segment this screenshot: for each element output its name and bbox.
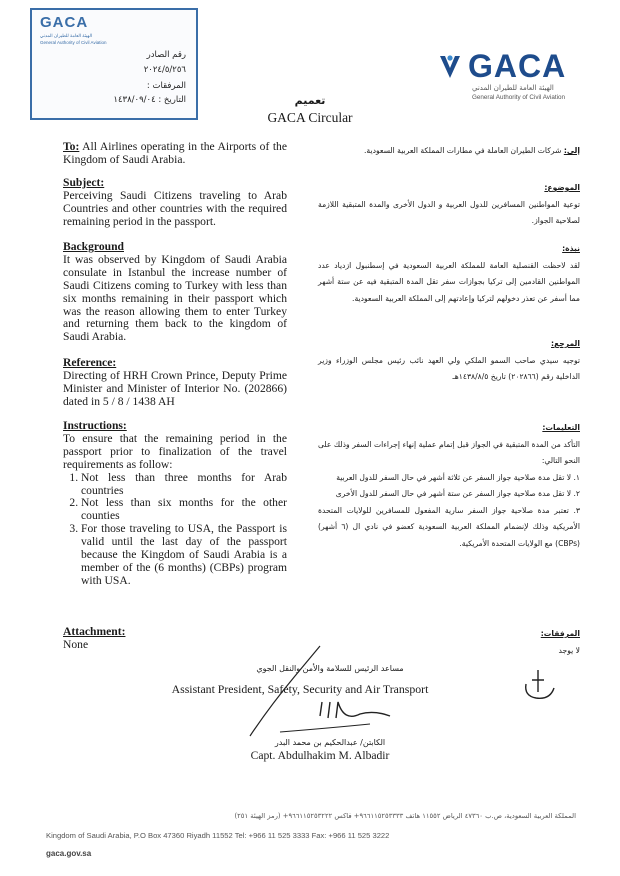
- ar-reference-text: توجيه سيدي صاحب السمو الملكي ولي العهد نائب رئيس مجلس الوزراء وزير الداخلية رقم (٢٠٢٨٦٦) تاريخ ١٤٣٨/٨/٥هـ: [318, 355, 580, 381]
- ar-to-text: شركات الطيران العاملة في مطارات المملكة العربية السعودية.: [364, 146, 564, 155]
- signatory-title-en: Assistant President, Safety, Security and Air Transport: [171, 682, 429, 696]
- en-instructions-text: To ensure that the remaining period in the passport prior to finalization of the travel requirements as follow:: [63, 431, 287, 471]
- ar-subject: [318, 180, 580, 230]
- ar-to: [318, 143, 580, 160]
- gaca-logo-ar: الهيئة العامة للطيران المدني: [472, 84, 554, 92]
- en-background: [63, 241, 287, 344]
- list-item: 1. Not less than three months for Arab countries: [81, 472, 287, 498]
- en-to-label: To:: [63, 140, 80, 153]
- ar-attachment-text: لا يوجد: [558, 645, 580, 655]
- en-reference-text: Directing of HRH Crown Prince, Deputy Prime Minister and Minister of Interior No. (202866) dated in 5 / 8 / 1438 AH: [63, 368, 287, 408]
- stamp-sub-en: General Authority of Civil Aviation: [40, 40, 107, 45]
- ar-subject-label: الموضوع:: [544, 183, 580, 192]
- gaca-logo-en: General Authority of Civil Aviation: [472, 94, 565, 101]
- footer-address-ar: المملكة العربية السعودية، ص.ب ٤٧٣٦٠ الرياض ١١٥٥٢ هاتف ٩٦٦١١٥٢٥٣٣٣٣+ فاكس ٩٦٦١١٥٢٥٣٢٢٢+ (رمز الهيئة ٢٥١): [234, 812, 576, 820]
- en-subject: [63, 177, 287, 229]
- en-instructions: [63, 420, 287, 588]
- ar-background-label: نبذة:: [562, 244, 580, 253]
- footer-website-link[interactable]: gaca.gov.sa: [46, 849, 92, 858]
- list-item: ٢. لا تقل مدة صلاحية جواز السفر عن ستة أشهر في حال السفر للدول الأخرى: [335, 489, 580, 498]
- stamp-sub-ar: الهيئة العامة للطيران المدني: [40, 33, 93, 38]
- ar-background: [318, 241, 580, 307]
- ar-subject-text: توعية المواطنين المسافرين للدول العربية و الدول الأخرى والمدة المتبقية اللازمة لصلاحية الجواز.: [318, 199, 580, 225]
- list-item: 2. Not less than six months for the other counties: [81, 497, 287, 523]
- list-item: 3. For those traveling to USA, the Passport is valid until the last day of the passport because the Kingdom of Saudi Arabia is a member of the (6 months) (CBPs) program with USA.: [81, 523, 287, 588]
- ar-attachment-label: المرفقات:: [540, 629, 580, 638]
- en-instructions-label: Instructions:: [63, 419, 127, 432]
- handwritten-signature: [240, 636, 410, 746]
- ar-reference-label: المرجع:: [551, 339, 580, 348]
- handwritten-initial: [516, 666, 560, 706]
- en-attachment-text: None: [63, 637, 89, 651]
- en-reference-label: Reference:: [63, 356, 117, 369]
- stamp-outgoing-label: رقم الصادر: [146, 50, 186, 60]
- gaca-emblem-icon: [436, 52, 464, 82]
- ar-instructions-text: التأكد من المدة المتبقية في الجواز قبل إتمام عملية إنهاء إجراءات السفر وذلك على النحو التالي:: [318, 439, 580, 465]
- en-subject-text: Perceiving Saudi Citizens traveling to Arab Countries and other countries with the required remaining period in the passport.: [63, 188, 287, 228]
- en-reference: [63, 357, 287, 409]
- en-background-text: It was observed by Kingdom of Saudi Arabia consulate in Istanbul the increase number of Saudi Citizens coming to Turkey with less than six months remaining in their passport which was the reason allowing them to enter Turkey and returning them back to the kingdom of Saudi Arabia.: [63, 252, 287, 344]
- list-item: ٣. تعتبر مدة صلاحية جواز السفر سارية المفعول للمسافرين للولايات المتحدة الأمريكية وذلك لإنضمام المملكة العربية السعودية كعضو في نادي ال (٦ أشهر) (CBPs) مع الولايات المتحدة الأمريكية.: [318, 505, 580, 548]
- signatory-name-ar: الكابتن/ عبدالحكيم بن محمد البدر: [274, 738, 386, 747]
- ar-instructions-label: التعليمات:: [542, 423, 580, 432]
- stamp-outgoing-number: ٢٠٢٤/٥/٢٥٦: [143, 65, 186, 75]
- ar-instructions: [318, 420, 580, 552]
- stamp-attachments: المرفقات :: [146, 81, 186, 91]
- en-instructions-list: [63, 472, 287, 588]
- stamp-logo: GACA: [40, 14, 89, 31]
- en-background-label: Background: [63, 240, 124, 253]
- en-attachment-label: Attachment:: [63, 625, 126, 638]
- en-subject-label: Subject:: [63, 176, 105, 189]
- ar-background-text: لقد لاحظت القنصلية العامة للمملكة العربية السعودية في إسطنبول ازدياد عدد المواطنين القادمين إلى تركيا بجوازات سفر تقل المدة المتبقية فيه عن ستة أشهر مما أسفر عن تعذر دخولهم لتركيا وإعادتهم إلى المملكة العربية السعودية.: [318, 260, 580, 303]
- stamp-date: التاريخ : ١٤٣٨/٠٩/٠٤: [113, 95, 186, 105]
- signatory-title-ar: مساعد الرئيس للسلامة والأمن والنقل الجوي: [256, 664, 404, 673]
- ar-to-label: إلى:: [563, 146, 580, 155]
- signatory-name-en: Capt. Abdulhakim M. Albadir: [250, 749, 390, 762]
- list-item: ١. لا تقل مدة صلاحية جواز السفر عن ثلاثة أشهر في حال السفر للدول العربية: [336, 472, 580, 482]
- circular-title-en: GACA Circular: [267, 110, 353, 125]
- footer-address-en: Kingdom of Saudi Arabia, P.O Box 47360 Riyadh 11552 Tel: +966 11 525 3333 Fax: +966 11 525 3222: [46, 831, 390, 840]
- en-to-text: All Airlines operating in the Airports of the Kingdom of Saudi Arabia.: [63, 140, 287, 166]
- circular-title-ar: تعميم: [294, 94, 326, 107]
- gaca-logo-text: GACA: [468, 48, 567, 84]
- ar-reference: [318, 336, 580, 386]
- en-to: [63, 141, 287, 167]
